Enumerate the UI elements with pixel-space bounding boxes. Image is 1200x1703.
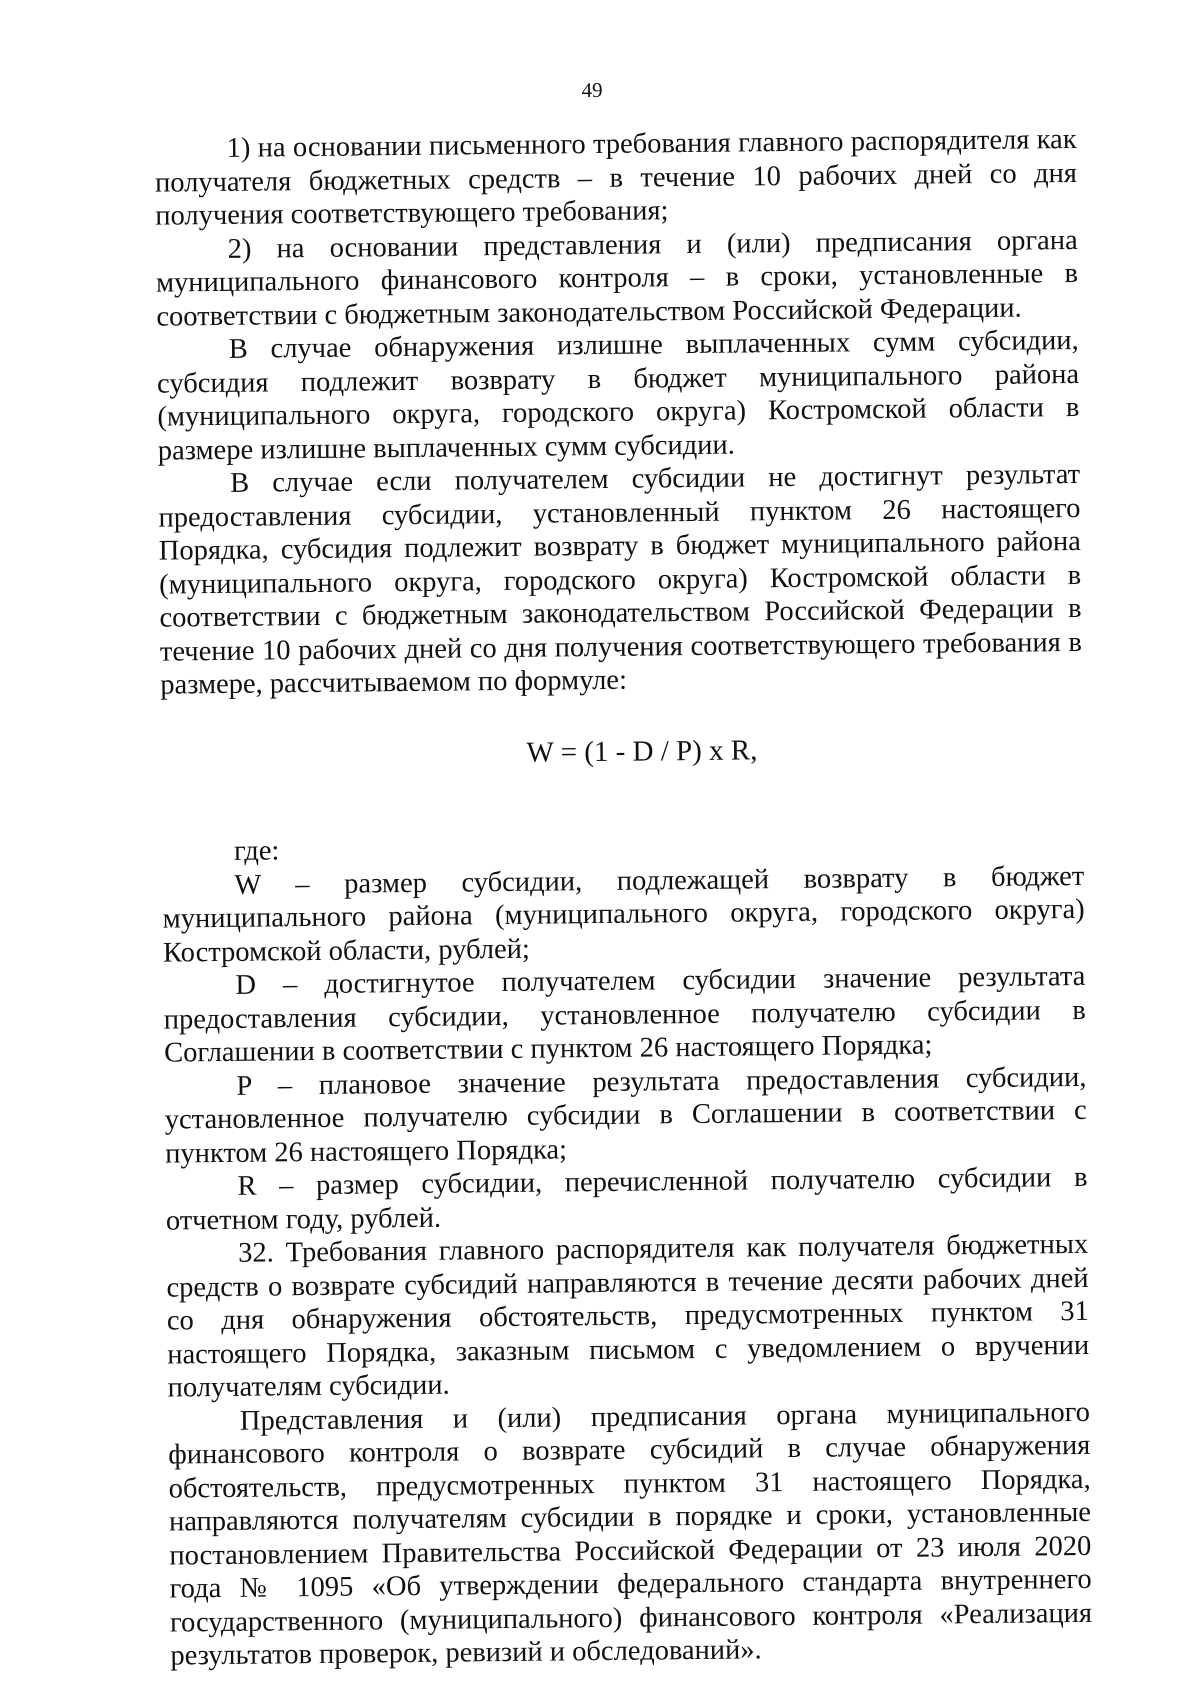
paragraph-excess-payment: В случае обнаружения излишне выплаченных сумм субсидии, субсидия подлежит возврату в бюджет муниципального района (муниципального округа, городского округа) Костромской области в размере излишне выплаченных сумм субсидии. — [156, 324, 1080, 467]
where-label: где: — [233, 835, 280, 867]
paragraph-32: 32. Требования главного распорядителя как получателя бюджетных средств о возврате субсидий направляются в течение десяти рабочих дней со дня обнаружения обстоятельств, предусмотренных пунктом 31 настоящего Порядка, заказным письмом с уведомлением о вручении получателям субсидии. — [166, 1228, 1090, 1404]
definition-w: W – размер субсидии, подлежащей возврату в бюджет муниципального района (муниципального округа, городского округа) Костромской области, рублей; — [162, 860, 1085, 969]
definition-r: R – размер субсидии, перечисленной получателю субсидии в отчетном году, рублей. — [165, 1161, 1088, 1237]
paragraph-item-1: 1) на основании письменного требования главного распорядителя как получателя бюджетных средств – в течение 10 рабочих дней со дня получения соответствующего требования; — [154, 123, 1078, 232]
paragraph-result-not-achieved: В случае если получателем субсидии не достигнут результат предоставления субсидии, установленный пунктом 26 настоящего Порядка, субсидия подлежит возврату в бюджет муниципального района (муниципального округа, городского округа) Костромской области в соответствии с бюджетным законодательством Российской Федерации в течение 10 рабочих дней со дня получения соответствующего требования в размере, рассчитываемом по формуле: — [158, 458, 1083, 701]
definition-p: P – плановое значение результата предоставления субсидии, установленное получателю субсидии в Соглашении в соответствии с пунктом 26 настоящего Порядка; — [164, 1061, 1087, 1170]
paragraph-control-orders: Представления и (или) предписания органа муниципального финансового контроля о возврате субсидий в случае обнаружения обстоятельств, предусмотренных пунктом 31 настоящего Порядка, направляются получателям субсидии в порядке и сроки, установленные постановлением Правительства Российской Федерации от 23 июля 2020 года № 1095 «Об утверждении федерального стандарта внутреннего государственного (муниципального) финансового контроля «Реализация результатов проверок, ревизий и обследований». — [168, 1396, 1093, 1672]
page-number: 49 — [581, 77, 603, 103]
refund-formula: W = (1 - D / P) x R, — [526, 733, 758, 769]
definition-d: D – достигнутое получателем субсидии значение результата предоставления субсидии, установленное получателю субсидии в Соглашении в соответствии с пунктом 26 настоящего Порядка; — [163, 960, 1086, 1069]
paragraph-item-2: 2) на основании представления и (или) предписания органа муниципального финансового контроля – в сроки, установленные в соответствии с бюджетным законодательством Российской Федерации. — [155, 224, 1079, 333]
document-body — [154, 123, 1092, 1673]
